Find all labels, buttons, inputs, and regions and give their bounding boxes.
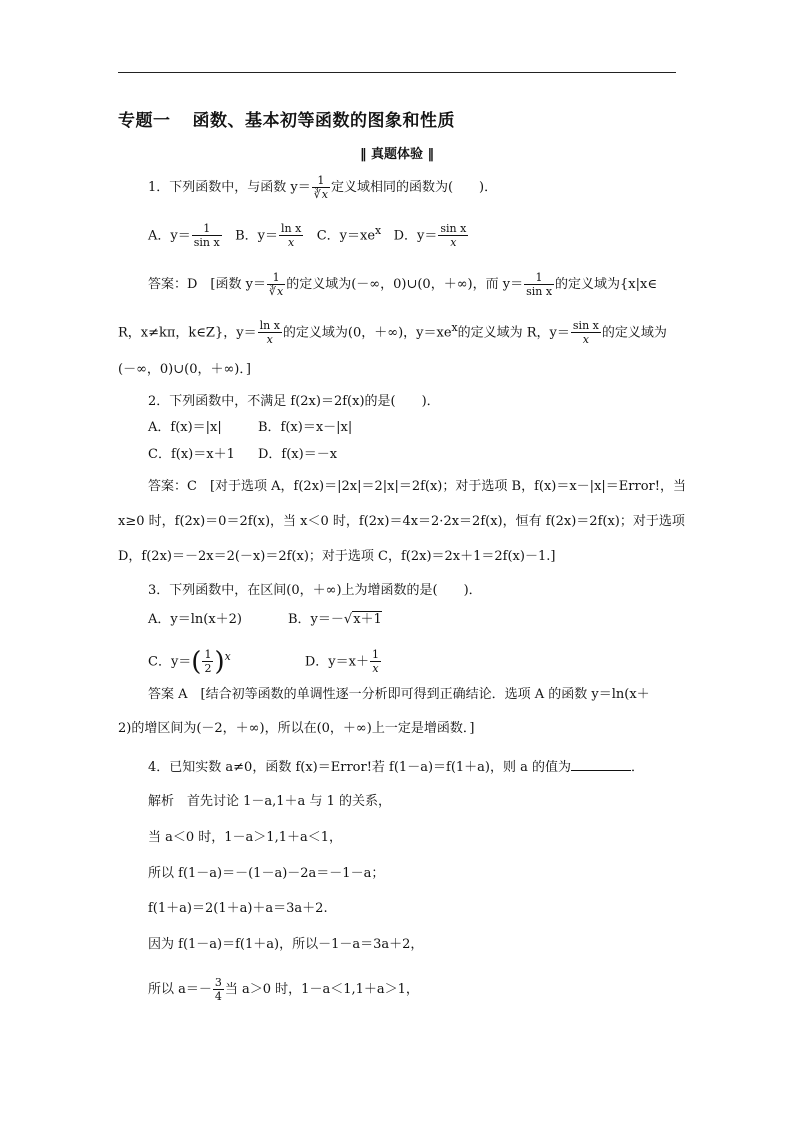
- q1-answer-line2: R，x≠kπ，k∈Z}，y＝ $\frac{\text{ln x}}{x}$ 的定义域为(0，＋∞)，$y=xe^x$的定义域为 R，y＝ $\frac{\text{sin x}}{x}$ 的定义域为: [118, 319, 667, 347]
- q2-answer-line3: D，f(2x)＝－2x＝2(－x)＝2f(x)；对于选项 C，f(2x)＝2x＋1＝2f(x)－1.]: [118, 549, 556, 564]
- q2-answer-line1: 答案：C [对于选项 A，f(2x)＝|2x|＝2|x|＝2f(x)；对于选项 B，f(x)＝x－|x|＝Error!，当: [148, 479, 686, 494]
- q1-stem: 1．下列函数中，与函数 y＝ $\frac{1}{∛x}$ 定义域相同的函数为( )．: [148, 174, 498, 201]
- q4-solution-5: 因为 f(1－a)＝f(1＋a)，所以－1－a＝3a＋2，: [148, 937, 424, 952]
- q4-solution-1: 解析 首先讨论 1－a,1＋a 与 1 的关系，: [148, 794, 391, 809]
- q2-options-row2: C．f(x)＝x＋1 D．f(x)＝－x: [148, 447, 338, 462]
- q1-answer-line3: (－∞，0)∪(0，＋∞)．]: [118, 362, 251, 377]
- q1-options: A．y＝ $\frac{1}{\text{sin x}}$ B．y＝ $\frac{\text{ln x}}{x}$ C．$y=xe^x$ D．y＝ $\frac{\text{sin x}}{x}$: [148, 222, 467, 250]
- q1-fraction: $\frac{1}{∛x}$: [313, 174, 328, 201]
- title-part2: 函数、基本初等函数的图象和性质: [192, 111, 455, 131]
- q4-solution-3: 所以 f(1－a)＝－(1－a)－2a＝－1－a；: [148, 866, 385, 881]
- q3-answer-line1: 答案 A [结合初等函数的单调性逐一分析即可得到正确结论．选项 A 的函数 y＝ln(x＋: [148, 687, 650, 702]
- header-rule: [118, 72, 676, 73]
- answer-blank: [571, 758, 631, 771]
- q4-solution-6: 所以 a＝－ $\frac{3}{4}$ 当 a＞0 时，1－a＜1,1＋a＞1，: [148, 976, 419, 1003]
- page-title: [118, 106, 477, 131]
- q3-options-row1: A．y＝ln(x＋2) B．y＝－√x＋1: [148, 612, 382, 627]
- q3-stem: 3．下列函数中，在区间(0，＋∞)上为增函数的是( )．: [148, 583, 482, 598]
- q3-answer-line2: 2)的增区间为(－2，＋∞)，所以在(0，＋∞)上一定是增函数．]: [118, 721, 475, 736]
- q3-options-row2: C．y＝( $\frac{1}{2}$ )$^x$ D．y＝x＋ $\frac{1}{x}$: [148, 646, 379, 677]
- q4-solution-4: f(1＋a)＝2(1＋a)＋a＝3a＋2.: [148, 901, 328, 916]
- q1-answer-line1: 答案：D [函数 y＝ $\frac{1}{∛x}$ 的定义域为(－∞，0)∪(0，＋∞)，而 y＝ $\frac{1}{\text{sin x}}$ 的定义域为{x|x∈: [148, 271, 657, 298]
- section-subtitle: ‖ 真题体验 ‖: [359, 147, 435, 162]
- q2-answer-line2: x≥0 时，f(2x)＝0＝2f(x)，当 x＜0 时，f(2x)＝4x＝2·2x＝2f(x)，恒有 f(2x)＝2f(x)；对于选项: [118, 514, 685, 529]
- q2-stem: 2．下列函数中，不满足 f(2x)＝2f(x)的是( )．: [148, 394, 440, 409]
- q2-options-row1: A．f(x)＝|x| B．f(x)＝x－|x|: [148, 420, 353, 435]
- q4-stem: 4．已知实数 a≠0，函数 f(x)＝Error!若 f(1－a)＝f(1＋a)，则 a 的值为 ．: [148, 760, 645, 775]
- title-part1: 专题一: [118, 111, 171, 131]
- q4-solution-2: 当 a＜0 时，1－a＞1,1＋a＜1，: [148, 830, 343, 845]
